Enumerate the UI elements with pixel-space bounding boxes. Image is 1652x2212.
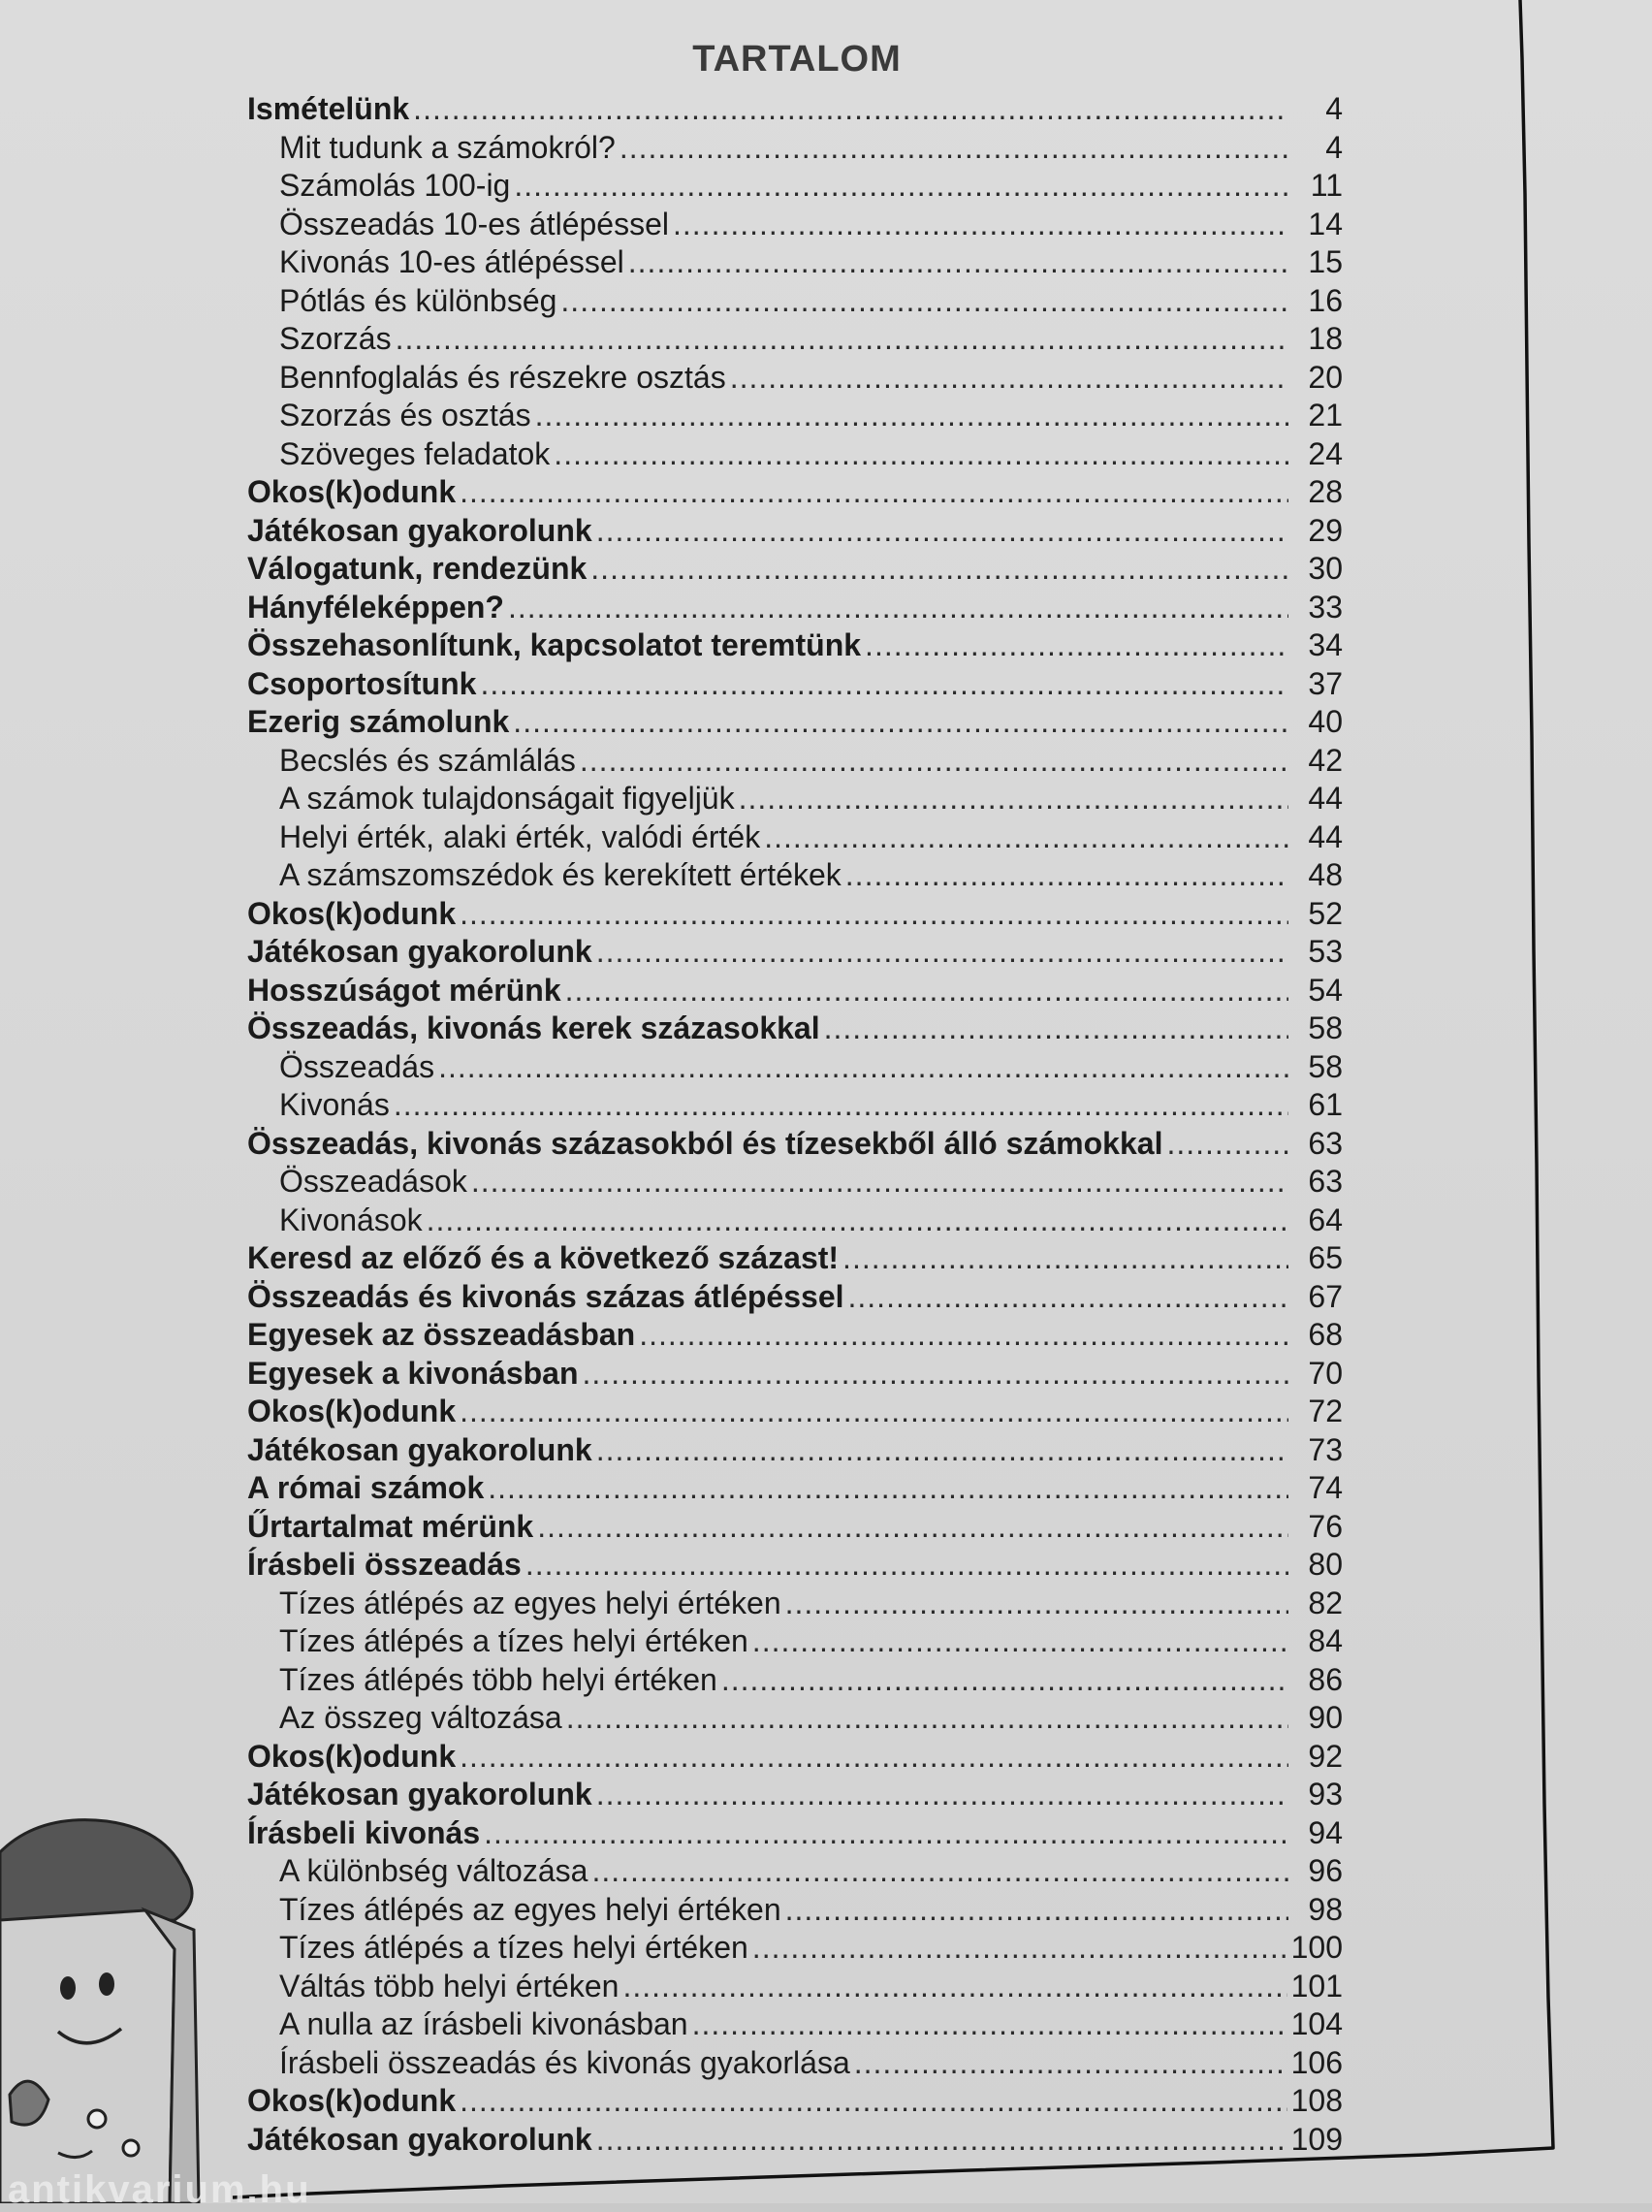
toc-entry-page-number: 58	[1308, 1010, 1343, 1045]
toc-leader-dots	[508, 590, 1288, 625]
toc-entry	[247, 321, 1343, 360]
toc-leader-dots	[785, 1586, 1288, 1621]
toc-entry-page-number: 72	[1308, 1394, 1343, 1428]
toc-leader-dots	[596, 934, 1288, 970]
toc-leader-dots	[460, 2083, 1287, 2119]
toc-entry-page-number: 44	[1308, 818, 1343, 854]
toc-leader-dots	[596, 2122, 1287, 2158]
toc-entry-title: Összeadások	[279, 1164, 467, 1199]
toc-entry-page-number: 20	[1308, 359, 1343, 395]
toc-entry-title: Becslés és számlálás	[279, 742, 576, 778]
toc-entry	[247, 627, 1343, 666]
toc-entry-title: Szorzás és osztás	[279, 398, 531, 433]
toc-entry	[247, 1815, 1343, 1854]
toc-entry	[247, 1853, 1343, 1892]
toc-entry	[247, 130, 1343, 169]
toc-leader-dots	[560, 283, 1288, 319]
toc-entry	[247, 1049, 1343, 1088]
toc-entry-page-number: 29	[1308, 512, 1343, 548]
toc-entry-title: Okos(k)odunk	[247, 1738, 457, 1774]
toc-entry-page-number: 65	[1308, 1240, 1343, 1275]
toc-entry-title: Egyesek az összeadásban	[247, 1317, 636, 1352]
toc-entry-title: Űrtartalmat mérünk	[247, 1508, 534, 1544]
toc-entry-title: Tízes átlépés az egyes helyi értéken	[279, 1891, 781, 1927]
toc-entry-page-number: 68	[1308, 1317, 1343, 1352]
toc-leader-dots	[565, 973, 1288, 1009]
toc-entry	[247, 168, 1343, 207]
toc-entry	[247, 704, 1343, 743]
toc-entry-page-number: 53	[1308, 934, 1343, 969]
toc-entry-page-number: 108	[1290, 2083, 1343, 2118]
toc-entry	[247, 1087, 1343, 1126]
toc-entry-page-number: 42	[1308, 742, 1343, 778]
toc-entry-title: Írásbeli összeadás	[247, 1547, 522, 1582]
toc-leader-dots	[590, 551, 1288, 587]
toc-entry-page-number: 101	[1290, 1968, 1343, 2004]
toc-entry-page-number: 96	[1308, 1853, 1343, 1888]
toc-leader-dots	[591, 1853, 1288, 1889]
toc-entry	[247, 1662, 1343, 1701]
toc-entry	[247, 1547, 1343, 1586]
toc-leader-dots	[513, 704, 1288, 740]
toc-leader-dots	[460, 1739, 1288, 1775]
toc-leader-dots	[739, 781, 1288, 817]
toc-entry	[247, 781, 1343, 819]
toc-leader-dots	[460, 474, 1288, 510]
toc-leader-dots	[514, 168, 1288, 204]
toc-entry-page-number: 4	[1325, 129, 1343, 165]
toc-entry-title: Tízes átlépés a tízes helyi értéken	[279, 1930, 748, 1965]
toc-entry-page-number: 4	[1325, 91, 1343, 126]
toc-entry	[247, 244, 1343, 283]
toc-entry	[247, 1240, 1343, 1279]
toc-entry	[247, 1356, 1343, 1395]
toc-entry-title: Tízes átlépés a tízes helyi értéken	[279, 1623, 748, 1658]
toc-leader-dots	[628, 244, 1288, 280]
toc-entry-page-number: 100	[1290, 1930, 1343, 1965]
toc-entry-title: Játékosan gyakorolunk	[247, 1431, 592, 1467]
toc-entry-title: Kivonás 10-es átlépéssel	[279, 244, 624, 279]
toc-leader-dots	[413, 91, 1288, 127]
toc-entry-page-number: 98	[1308, 1891, 1343, 1927]
toc-leader-dots	[580, 743, 1288, 779]
toc-entry	[247, 1777, 1343, 1815]
toc-entry-page-number: 63	[1308, 1164, 1343, 1199]
toc-entry	[247, 207, 1343, 245]
toc-entry-title: A számok tulajdonságait figyeljük	[279, 781, 735, 816]
toc-entry	[247, 474, 1343, 513]
toc-entry	[247, 857, 1343, 896]
toc-entry-page-number: 84	[1308, 1623, 1343, 1658]
toc-entry-page-number: 58	[1308, 1048, 1343, 1084]
toc-entry-page-number: 109	[1290, 2121, 1343, 2157]
toc-entry	[247, 1969, 1343, 2007]
toc-leader-dots	[752, 1930, 1287, 1966]
toc-entry-page-number: 74	[1308, 1470, 1343, 1505]
toc-entry	[247, 2083, 1343, 2122]
toc-entry	[247, 1164, 1343, 1202]
toc-entry	[247, 2045, 1343, 2084]
toc-entry	[247, 2122, 1343, 2161]
toc-entry-title: Helyi érték, alaki érték, valódi érték	[279, 818, 761, 854]
toc-entry	[247, 743, 1343, 782]
toc-entry-page-number: 15	[1308, 244, 1343, 279]
toc-entry	[247, 1739, 1343, 1778]
toc-leader-dots	[842, 1240, 1288, 1276]
toc-entry-page-number: 73	[1308, 1431, 1343, 1467]
toc-leader-dots	[752, 1623, 1288, 1659]
toc-leader-dots	[394, 1087, 1288, 1123]
toc-entry-title: Írásbeli kivonás	[247, 1814, 481, 1850]
toc-entry	[247, 1010, 1343, 1049]
toc-entry	[247, 819, 1343, 858]
toc-entry-title: Összeadás és kivonás százas átlépéssel	[247, 1278, 844, 1314]
table-of-contents	[247, 91, 1343, 2160]
toc-entry-title: Mit tudunk a számokról?	[279, 129, 616, 165]
toc-leader-dots	[673, 207, 1288, 242]
page-title: TARTALOM	[692, 39, 902, 80]
toc-entry-page-number: 61	[1308, 1087, 1343, 1122]
toc-entry	[247, 398, 1343, 436]
toc-entry-title: Játékosan gyakorolunk	[247, 1777, 592, 1811]
toc-entry-title: Összeadás	[279, 1048, 435, 1084]
toc-entry	[247, 590, 1343, 628]
toc-entry-title: Okos(k)odunk	[247, 895, 457, 931]
toc-leader-dots	[845, 857, 1288, 893]
toc-entry	[247, 1470, 1343, 1509]
toc-entry-title: A számszomszédok és kerekített értékek	[279, 857, 842, 892]
toc-entry-page-number: 64	[1308, 1202, 1343, 1237]
toc-entry	[247, 1586, 1343, 1624]
toc-entry-title: Szöveges feladatok	[279, 435, 551, 471]
toc-leader-dots	[622, 1969, 1287, 2004]
toc-entry-page-number: 40	[1308, 704, 1343, 739]
toc-entry	[247, 436, 1343, 475]
toc-leader-dots	[721, 1662, 1288, 1698]
toc-entry-title: Keresd az előző és a következő százast!	[247, 1240, 840, 1275]
toc-entry-page-number: 34	[1308, 627, 1343, 662]
toc-leader-dots	[471, 1164, 1288, 1200]
toc-entry-title: Összeadás 10-es átlépéssel	[279, 206, 669, 241]
toc-entry-title: Okos(k)odunk	[247, 474, 457, 509]
toc-entry-title: Hosszúságot mérünk	[247, 972, 561, 1008]
toc-entry-title: Váltás több helyi értéken	[279, 1968, 620, 2004]
toc-entry	[247, 551, 1343, 590]
toc-leader-dots	[537, 1509, 1288, 1545]
toc-leader-dots	[620, 130, 1288, 166]
toc-leader-dots	[848, 1279, 1289, 1315]
toc-entry-page-number: 37	[1308, 665, 1343, 701]
toc-entry	[247, 896, 1343, 935]
toc-entry-title: Számolás 100-ig	[279, 168, 511, 203]
toc-entry-title: Az összeg változása	[279, 1700, 562, 1735]
toc-entry-title: Okos(k)odunk	[247, 2083, 457, 2118]
toc-leader-dots	[692, 2006, 1287, 2042]
toc-leader-dots	[427, 1202, 1288, 1238]
toc-leader-dots	[438, 1049, 1288, 1085]
toc-entry	[247, 1279, 1343, 1318]
toc-leader-dots	[1166, 1126, 1288, 1162]
toc-entry-page-number: 70	[1308, 1355, 1343, 1391]
toc-entry-title: Ismételünk	[247, 91, 410, 126]
toc-entry	[247, 934, 1343, 973]
toc-entry-page-number: 67	[1308, 1278, 1343, 1314]
toc-entry	[247, 1623, 1343, 1662]
toc-leader-dots	[596, 1432, 1288, 1468]
toc-entry-page-number: 52	[1308, 895, 1343, 931]
toc-entry	[247, 1700, 1343, 1739]
toc-leader-dots	[554, 436, 1288, 472]
toc-entry-title: Okos(k)odunk	[247, 1394, 457, 1428]
toc-leader-dots	[824, 1010, 1288, 1046]
toc-leader-dots	[480, 666, 1288, 702]
toc-entry-page-number: 80	[1308, 1547, 1343, 1582]
toc-entry-title: Hányféleképpen?	[247, 589, 504, 625]
toc-entry-title: Válogatunk, rendezünk	[247, 551, 588, 586]
toc-entry-title: Pótlás és különbség	[279, 282, 557, 318]
toc-entry-page-number: 92	[1308, 1738, 1343, 1774]
toc-entry	[247, 1509, 1343, 1548]
toc-entry-page-number: 48	[1308, 857, 1343, 892]
toc-entry	[247, 513, 1343, 552]
toc-entry-title: Összehasonlítunk, kapcsolatot teremtünk	[247, 627, 862, 662]
toc-entry	[247, 1930, 1343, 1969]
toc-leader-dots	[730, 360, 1288, 396]
toc-entry	[247, 360, 1343, 399]
toc-leader-dots	[525, 1547, 1288, 1583]
toc-leader-dots	[639, 1317, 1288, 1353]
toc-leader-dots	[460, 1394, 1288, 1429]
toc-entry	[247, 666, 1343, 705]
toc-entry-title: Összeadás, kivonás kerek százasokkal	[247, 1010, 820, 1045]
toc-entry-title: Bennfoglalás és részekre osztás	[279, 359, 726, 395]
toc-entry-page-number: 104	[1290, 2006, 1343, 2041]
toc-entry-title: Tízes átlépés az egyes helyi értéken	[279, 1585, 781, 1620]
toc-leader-dots	[865, 627, 1288, 663]
toc-leader-dots	[488, 1470, 1288, 1506]
toc-entry	[247, 283, 1343, 322]
toc-leader-dots	[583, 1356, 1288, 1392]
watermark: antikvarium.hu	[8, 2168, 311, 2211]
toc-entry-title: Összeadás, kivonás százasokból és tízesekből álló számokkal	[247, 1125, 1163, 1161]
toc-leader-dots	[764, 819, 1288, 855]
toc-entry	[247, 1432, 1343, 1471]
toc-entry-page-number: 94	[1308, 1814, 1343, 1850]
toc-leader-dots	[535, 398, 1288, 433]
toc-entry-page-number: 63	[1308, 1125, 1343, 1161]
toc-entry	[247, 1202, 1343, 1241]
toc-entry-page-number: 33	[1308, 589, 1343, 625]
toc-entry-page-number: 30	[1308, 551, 1343, 586]
toc-entry	[247, 1126, 1343, 1165]
toc-entry-title: Írásbeli összeadás és kivonás gyakorlása	[279, 2044, 850, 2080]
toc-entry-title: Kivonások	[279, 1202, 423, 1237]
toc-entry	[247, 973, 1343, 1011]
toc-entry-page-number: 106	[1290, 2044, 1343, 2080]
toc-entry-title: Tízes átlépés több helyi értéken	[279, 1661, 717, 1697]
toc-entry-title: Játékosan gyakorolunk	[247, 512, 592, 548]
toc-entry-page-number: 11	[1310, 168, 1343, 203]
toc-entry-page-number: 82	[1308, 1585, 1343, 1620]
toc-entry-title: Játékosan gyakorolunk	[247, 2121, 592, 2157]
toc-leader-dots	[596, 1777, 1288, 1812]
toc-entry-title: Ezerig számolunk	[247, 704, 510, 739]
toc-entry-title: Egyesek a kivonásban	[247, 1355, 579, 1391]
cartoon-character-icon	[0, 1813, 223, 2203]
toc-entry-title: Szorzás	[279, 321, 392, 356]
toc-entry-title: A különbség változása	[279, 1853, 588, 1888]
toc-entry-page-number: 86	[1308, 1661, 1343, 1697]
toc-entry	[247, 1394, 1343, 1432]
toc-leader-dots	[396, 321, 1288, 357]
toc-leader-dots	[854, 2045, 1287, 2081]
toc-entry	[247, 91, 1343, 130]
toc-entry-title: A nulla az írásbeli kivonásban	[279, 2006, 688, 2041]
toc-entry-title: A római számok	[247, 1470, 485, 1505]
toc-leader-dots	[785, 1892, 1288, 1928]
toc-entry-page-number: 76	[1308, 1508, 1343, 1544]
toc-leader-dots	[566, 1700, 1288, 1736]
toc-entry-page-number: 14	[1308, 206, 1343, 241]
toc-entry-page-number: 44	[1308, 781, 1343, 816]
toc-entry-title: Kivonás	[279, 1087, 390, 1122]
toc-entry	[247, 1892, 1343, 1931]
toc-entry-page-number: 90	[1308, 1700, 1343, 1735]
toc-entry-page-number: 16	[1308, 282, 1343, 318]
toc-entry-title: Játékosan gyakorolunk	[247, 934, 592, 969]
toc-entry-page-number: 28	[1308, 474, 1343, 509]
toc-entry-page-number: 24	[1308, 435, 1343, 471]
toc-entry-page-number: 93	[1308, 1777, 1343, 1811]
toc-entry	[247, 1317, 1343, 1356]
toc-entry-page-number: 18	[1308, 321, 1343, 356]
toc-entry-page-number: 21	[1308, 398, 1343, 433]
toc-entry-page-number: 54	[1308, 972, 1343, 1008]
toc-entry-title: Csoportosítunk	[247, 665, 477, 701]
toc-entry	[247, 2006, 1343, 2045]
toc-leader-dots	[484, 1815, 1288, 1851]
toc-leader-dots	[596, 513, 1288, 549]
toc-leader-dots	[460, 896, 1288, 932]
